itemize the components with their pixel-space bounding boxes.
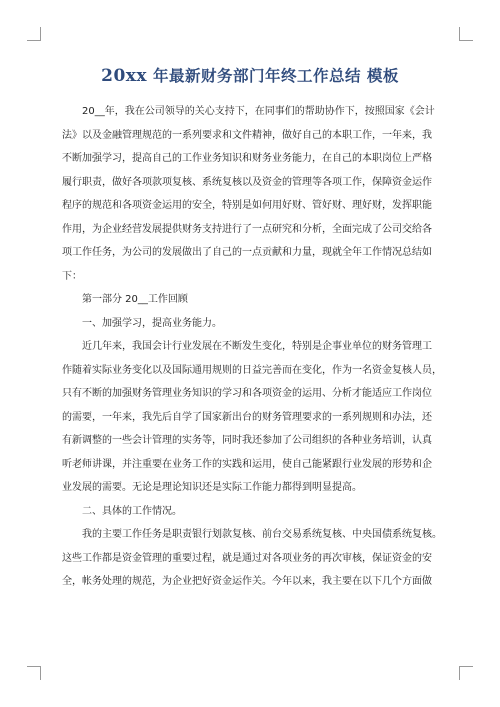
crop-mark-top-right-h <box>459 40 473 41</box>
intro-paragraph <box>62 100 442 288</box>
section1-line: 作随着实际业务变化以及国际通用规则的日益完善而在变化，作为一名资金复核人员， <box>62 364 442 376</box>
section1-line: 业发展的需要。无论是理论知识还是实际工作能力都得到明显提高。 <box>62 482 362 493</box>
section2-paragraph <box>62 523 442 594</box>
crop-mark-bottom-right-v <box>459 666 460 680</box>
section1-line: 有新调整的一些会计管理的实务等，同时我还参加了公司组织的各种业务培训，认真 <box>62 435 432 446</box>
section2-line: 这些工作都是资金管理的重要过程，就是通过对各项业务的再次审核，保证资金的安 <box>62 552 432 564</box>
section1-line: 听老师讲课，并注重要在业务工作的实践和运用，使自己能紧跟行业发展的形势和企 <box>62 458 432 470</box>
intro-line: 履行职责，做好各项款项复核、系统复核以及资金的管理等各项工作，保障资金运作 <box>62 176 432 188</box>
crop-mark-top-left-h <box>27 40 41 41</box>
title-text: 年最新财务部门年终工作总结 模板 <box>147 67 399 85</box>
section2-line: 全，帐务处理的规范，为企业把好资金运作关。今年以来，我主要在以下几个方面做 <box>62 576 432 587</box>
intro-line: 项工作任务，为公司的发展做出了自己的一点贡献和力量，现就全年工作情况总结如 <box>62 247 432 258</box>
intro-line: 法》以及金融管理规范的一系列要求和文件精神，做好自己的本职工作，一年来，我 <box>62 129 432 141</box>
section1-heading: 一、加强学习，提高业务能力。 <box>82 317 222 329</box>
section2-heading: 二、具体的工作情况。 <box>82 505 182 517</box>
section1-line: 的需要，一年来，我先后自学了国家新出台的财务管理要求的一系列规则和办法，还 <box>62 411 432 423</box>
crop-mark-bottom-left-v <box>40 666 41 680</box>
title-year: 20xx <box>101 66 148 86</box>
intro-line: 程序的规范和各项资金运用的安全，特别是如何用好财、管好财、理好财，发挥职能 <box>62 200 432 211</box>
section1-paragraph <box>62 335 442 500</box>
section1-line: 近几年来，我国会计行业发展在不断发生变化，特别是企事业单位的财务管理工 <box>82 341 432 352</box>
section1-line: 只有不断的加强财务管理业务知识的学习和各项资金的运用、分析才能适应工作岗位 <box>62 388 432 399</box>
document-title <box>0 64 500 86</box>
crop-mark-bottom-left-h <box>27 666 41 667</box>
section2-line: 我的主要工作任务是职责银行划款复核、前台交易系统复核、中央国债系统复核。 <box>82 529 442 540</box>
intro-line: 作用，为企业经营发展提供财务支持进行了一点研究和分析，全面完成了公司交给各 <box>62 223 432 235</box>
crop-mark-top-right-v <box>459 27 460 41</box>
part1-heading: 第一部分 20__工作回顾 <box>82 294 188 305</box>
intro-line: 下： <box>62 270 82 282</box>
document-body <box>62 100 442 594</box>
crop-mark-top-left-v <box>40 27 41 41</box>
intro-line: 不断加强学习，提高自己的工作业务知识和财务业务能力，在自己的本职岗位上严格 <box>62 153 432 164</box>
crop-mark-bottom-right-h <box>459 666 473 667</box>
intro-line: 20__年，我在公司领导的关心支持下，在同事们的帮助协作下，按照国家《会计 <box>82 106 435 117</box>
